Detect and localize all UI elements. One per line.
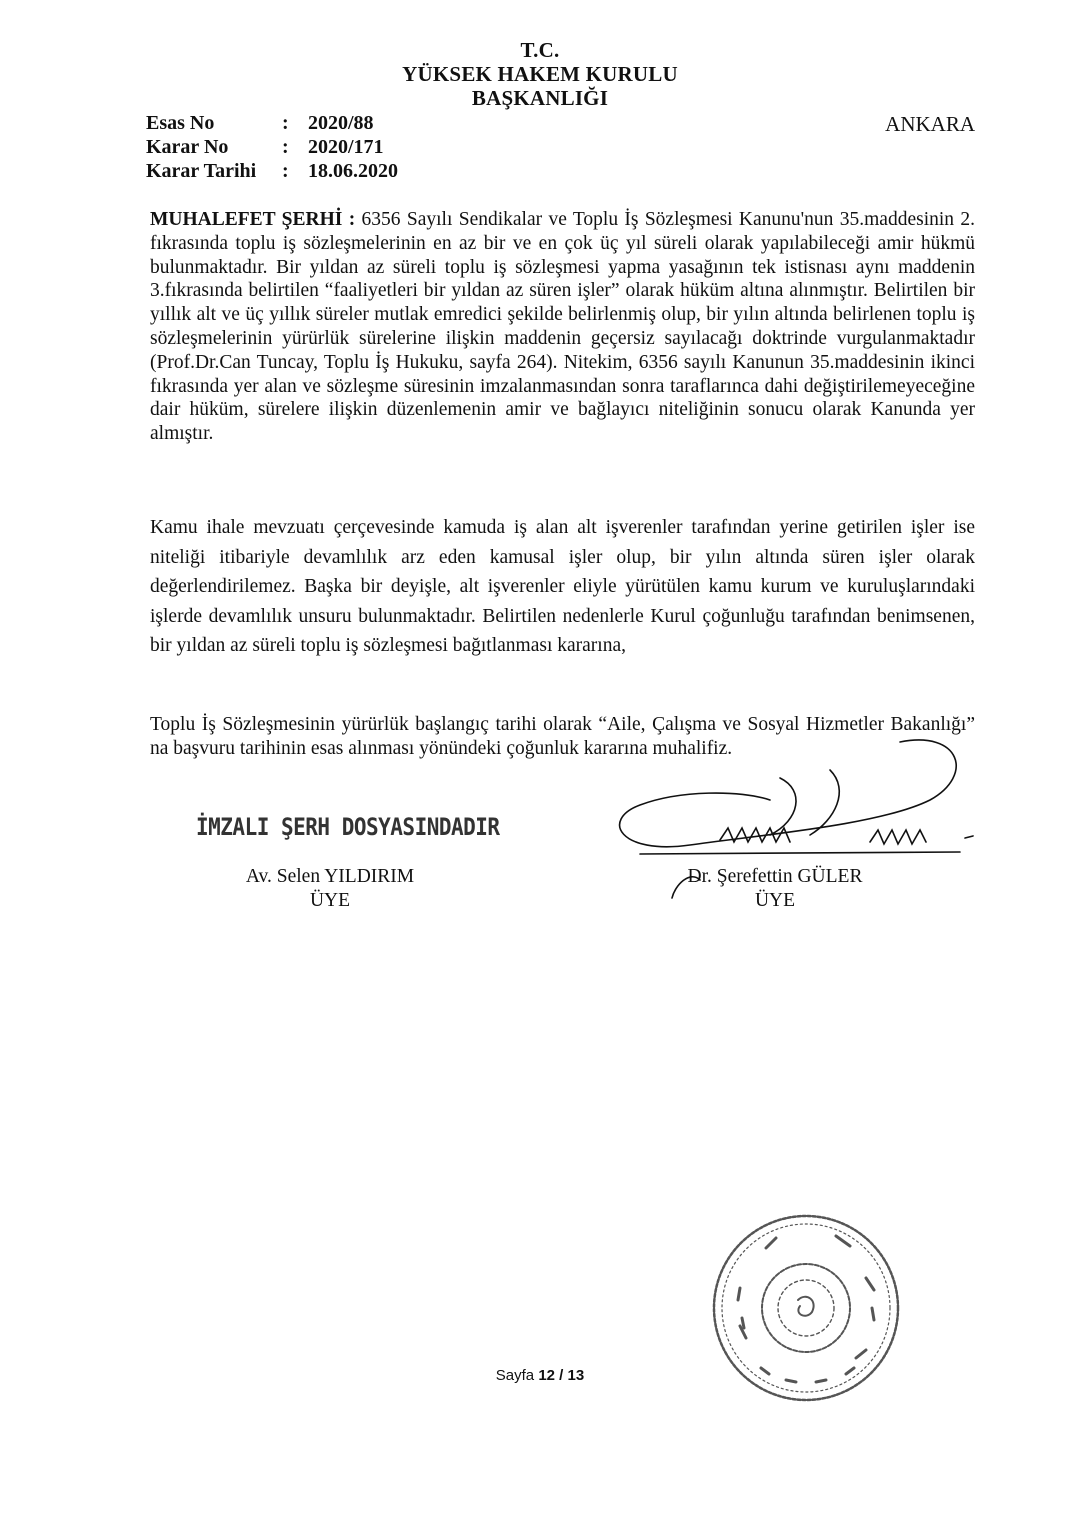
paragraph-conclusion: Toplu İş Sözleşmesinin yürürlük başlangıç tarihi olarak “Aile, Çalışma ve Sosyal Hizmetler Bakanlığı” na başvuru tarihinin esas alınması yönündeki çoğunluk kararına muhalifiz. [150, 714, 975, 759]
meta-key: Esas No [146, 112, 215, 134]
header-institution: YÜKSEK HAKEM KURULU [402, 62, 678, 86]
header-presidency: BAŞKANLIĞI [471, 86, 609, 110]
meta-key: Karar No [146, 136, 229, 158]
signed-note-stamp: İMZALI ŞERH DOSYASINDADIR [196, 813, 500, 841]
page-number: 12 / 13 [538, 1367, 585, 1384]
signer-right-name: Dr. Şerefettin GÜLER [687, 866, 863, 887]
dissent-label: MUHALEFET ŞERHİ : [150, 209, 356, 230]
paragraph-dissent-text: 6356 Sayılı Sendikalar ve Toplu İş Sözleşmesi Kanunu'nun 35.maddesinin 2. fıkrasında toplu iş sözleşmelerinin en az bir ve en çok üç yıl süreli olarak yapılabileceği amir hükmü bulunmaktadır. Bir yıldan az süreli toplu iş sözleşmesi yapma yasağının tek istisnası aynı maddenin 3.fıkrasında belirtilen “faaliyetleri bir yıldan az süren işler” olarak hüküm altına alınmıştır. Belirtilen bir yıllık alt ve üç yıllık süreler mutlak emredici şekilde belirlenmiş olup, bir yılın altında belirlenen toplu iş sözleşmelerinin yürürlük sürelerine ilişkin maddenin geçersiz sayılacağı doktrinde vurgulanmaktadır (Prof.Dr.Can Tuncay, Toplu İş Hukuku, sayfa 264). Nitekim, 6356 sayılı Kanunun 35.maddesinin ikinci fıkrasında yer alan ve sözleşme süresinin imzalanmasından sonra taraflarınca dahi değiştirilemeyeceğine dair hüküm, sürelere ilişkin düzenlemenin amir ve bağlayıcı niteliğinin sonucu olarak Kanunda yer almıştır. [150, 209, 976, 445]
signer-left-name: Av. Selen YILDIRIM [245, 866, 415, 887]
page-footer [0, 1367, 1080, 1384]
meta-colon: : [282, 160, 289, 182]
meta-value: 18.06.2020 [308, 160, 398, 182]
page-label: Sayfa [495, 1367, 535, 1384]
header-tc: T.C. [520, 38, 560, 62]
meta-key: Karar Tarihi [146, 160, 257, 182]
paragraph-public-procurement: Kamu ihale mevzuatı çerçevesinde kamuda iş alan alt işverenler tarafından yerine getirilen işler ise niteliği itibariyle devamlılık arz eden kamusal işler olup, bir yılın altında süren işler olarak değerlendirilemez. Başka bir deyişle, alt işverenler eliyle yürütülen kamu kurum ve kuruluşlarındaki işlerde devamlılık unsuru bulunmaktadır. Belirtilen nedenlerle Kurul çoğunluğu tarafından benimsenen, bir yıldan az süreli toplu iş sözleşmesi bağıtlanması kararına, [150, 517, 975, 656]
meta-colon: : [282, 112, 289, 134]
signer-right-role: ÜYE [754, 890, 796, 911]
signer-left-role: ÜYE [309, 890, 351, 911]
meta-colon: : [282, 136, 289, 158]
city: ANKARA [885, 112, 975, 136]
meta-value: 2020/171 [308, 136, 384, 158]
meta-value: 2020/88 [308, 112, 374, 134]
